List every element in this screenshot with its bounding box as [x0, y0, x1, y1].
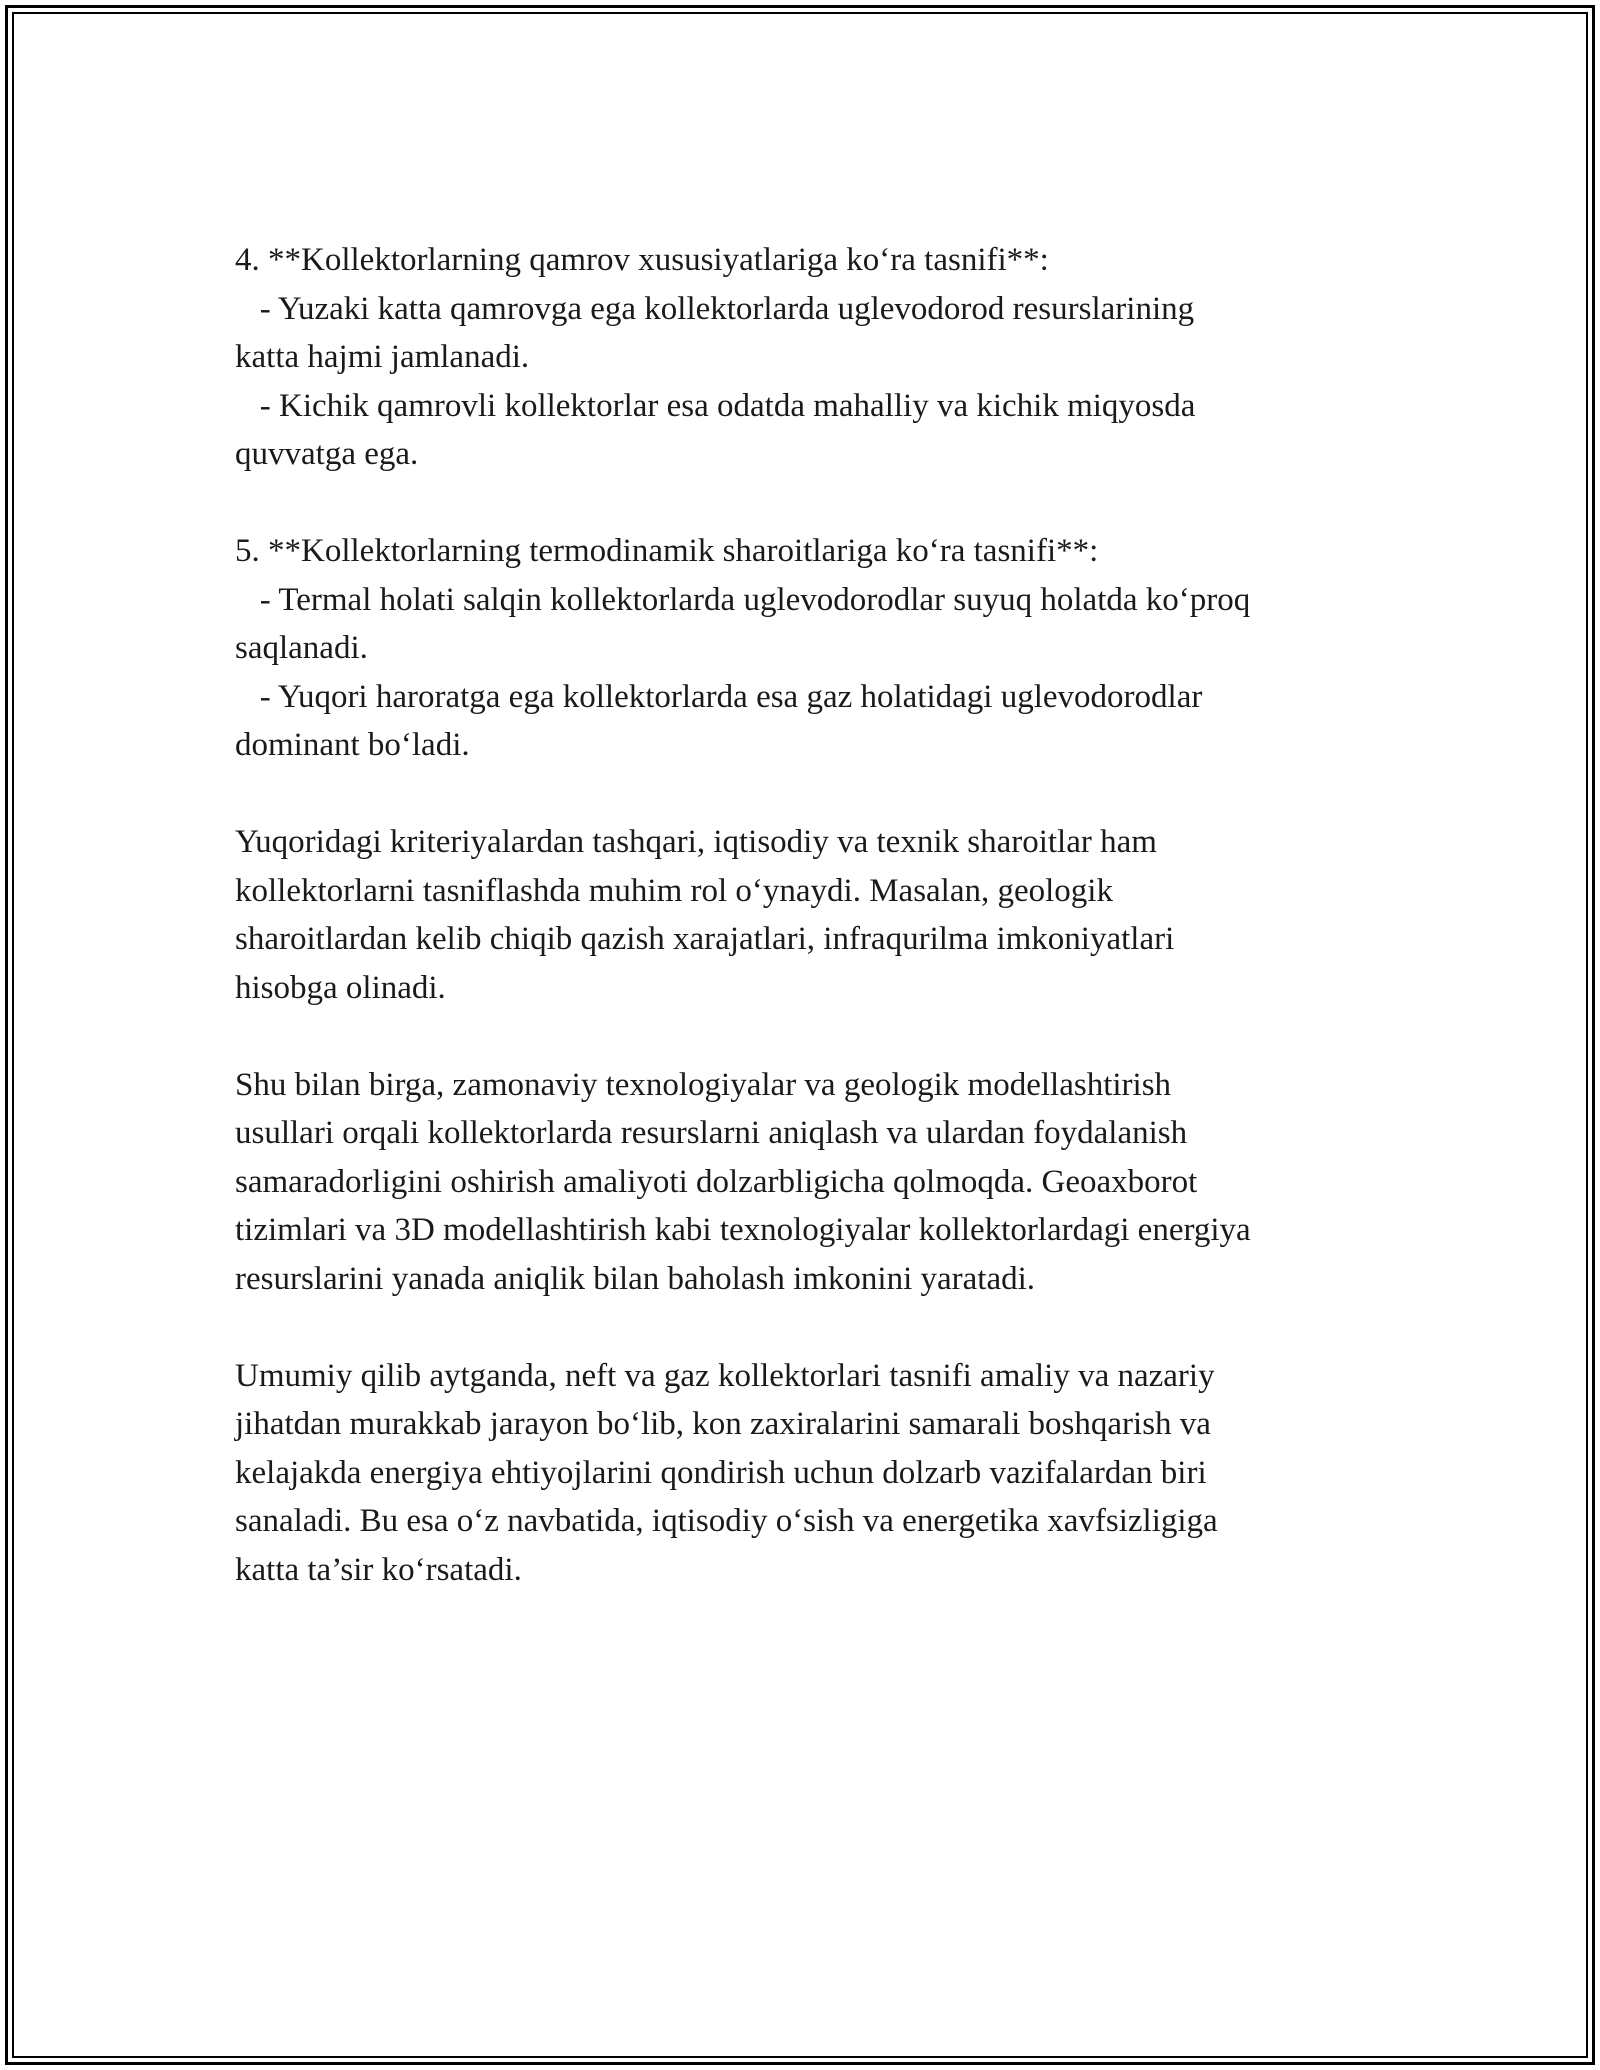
text-line: resurslarini yanada aniqlik bilan baholash imkonini yaratadi.: [235, 1260, 1036, 1297]
text-line: sanaladi. Bu esa o‘z navbatida, iqtisodiy o‘sish va energetika xavfsizligiga: [235, 1503, 1218, 1539]
text-line: - Termal holati salqin kollektorlarda uglevodorodlar suyuq holatda ko‘proq: [235, 581, 1251, 618]
text-line: - Yuzaki katta qamrovga ega kollektorlarda uglevodorod resurslarining: [235, 290, 1195, 327]
text-line: hisobga olinadi.: [235, 969, 446, 1006]
text-line: tizimlari va 3D modellashtirish kabi texnologiyalar kollektorlardagi energiya: [235, 1212, 1251, 1248]
paragraph-economic-criteria: [235, 818, 1380, 1012]
text-line: - Kichik qamrovli kollektorlar esa odatda mahalliy va kichik miqyosda: [235, 387, 1196, 424]
text-line: saqlanadi.: [235, 630, 368, 666]
text-line: usullari orqali kollektorlarda resurslarni aniqlash va ulardan foydalanish: [235, 1115, 1188, 1151]
paragraph-conclusion: [235, 1352, 1380, 1595]
text-line: Umumiy qilib aytganda, neft va gaz kollektorlari tasnifi amaliy va nazariy: [235, 1357, 1215, 1394]
text-line: jihatdan murakkab jarayon bo‘lib, kon zaxiralarini samarali boshqarish va: [235, 1406, 1211, 1442]
text-line: sharoitlardan kelib chiqib qazish xarajatlari, infraqurilma imkoniyatlari: [235, 921, 1175, 957]
text-line: 4. **Kollektorlarning qamrov xususiyatlariga ko‘ra tasnifi**:: [235, 242, 1049, 278]
paragraph-thermodynamic-classification: [235, 527, 1380, 770]
text-line: kollektorlarni tasniflashda muhim rol o‘ynaydi. Masalan, geologik: [235, 872, 1113, 909]
paragraph-modern-technologies: [235, 1061, 1380, 1304]
document-body: [235, 236, 1380, 1643]
text-line: Shu bilan birga, zamonaviy texnologiyalar va geologik modellashtirish: [235, 1066, 1172, 1103]
text-line: - Yuqori haroratga ega kollektorlarda esa gaz holatidagi uglevodorodlar: [235, 678, 1203, 715]
text-line: quvvatga ega.: [235, 436, 419, 472]
text-line: katta hajmi jamlanadi.: [235, 339, 530, 375]
text-line: kelajakda energiya ehtiyojlarini qondirish uchun dolzarb vazifalardan biri: [235, 1454, 1207, 1491]
text-line: 5. **Kollektorlarning termodinamik sharoitlariga ko‘ra tasnifi**:: [235, 533, 1099, 569]
text-line: dominant bo‘ladi.: [235, 727, 470, 763]
text-line: katta ta’sir ko‘rsatadi.: [235, 1551, 522, 1588]
text-line: Yuqoridagi kriteriyalardan tashqari, iqtisodiy va texnik sharoitlar ham: [235, 824, 1157, 860]
paragraph-coverage-classification: [235, 236, 1380, 479]
text-line: samaradorligini oshirish amaliyoti dolzarbligicha qolmoqda. Geoaxborot: [235, 1163, 1198, 1200]
